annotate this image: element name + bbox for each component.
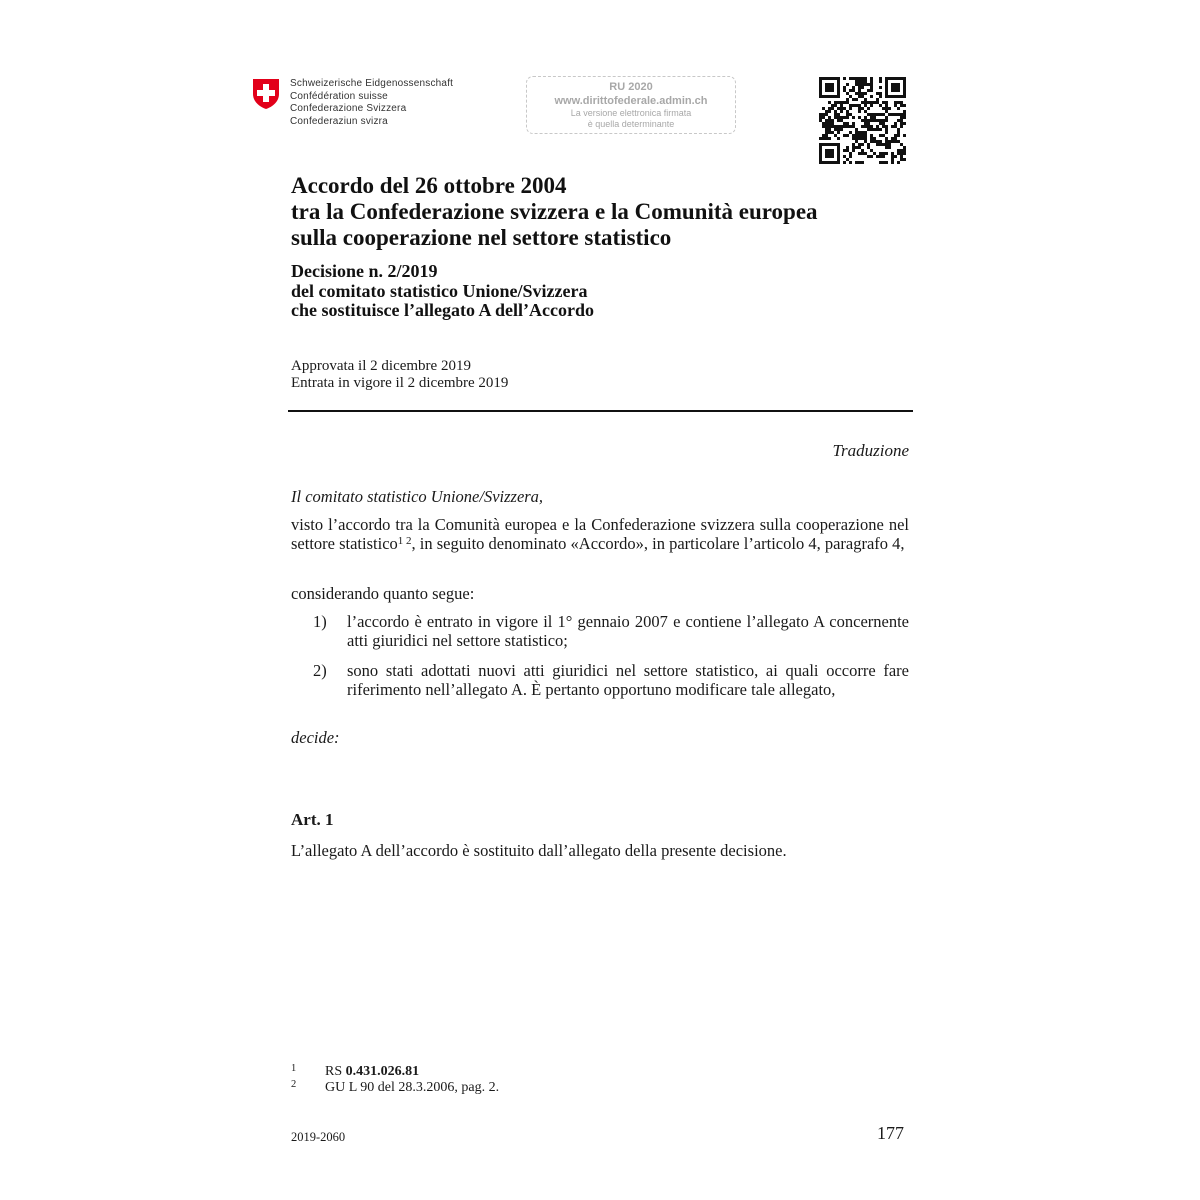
article-text: L’allegato A dell’accordo è sostituito dall’allegato della presente decisione. [291,841,787,860]
confederation-line: Confédération suisse [290,90,388,102]
footnote-number: 1 [291,1063,297,1074]
title-line: Accordo del 26 ottobre 2004 [291,173,567,198]
footnote-number: 2 [291,1079,297,1090]
page-number: 177 [877,1123,904,1143]
approval-date: Approvata il 2 dicembre 2019 [291,358,471,374]
qr-code-icon [819,77,909,165]
title-line: sulla cooperazione nel settore statistico [291,225,672,250]
list-item-number: 1) [313,612,327,631]
list-item-text: sono stati adottati nuovi atti giuridici nel settore statistico, ai quali occorre fare riferimento nell’allegato A. È pertanto opportuno modificare tale allegato, [347,661,909,699]
decision-subtitle [291,262,594,321]
stamp-note-line1: La versione elettronica firmata [570,108,692,118]
title-line: tra la Confederazione svizzera e la Comunità europea [291,199,818,224]
document-reference: 2019-2060 [291,1130,346,1144]
confederation-line: Confederazione Svizzera [290,103,407,114]
stamp-url: www.dirittofederale.admin.ch [554,95,708,107]
confederation-name-block [290,78,453,128]
footnote-text [325,1064,419,1079]
stamp-note-line2: è quella determinante [587,119,675,129]
recital-paragraph [291,515,909,553]
horizontal-rule [288,410,913,412]
considering-line: considerando quanto segue: [291,584,475,603]
recital-text-start: visto l’accordo tra la Comunità europea e la Confederazione svizzera sulla cooperazione nel settore statistico [291,515,909,553]
subtitle-line: che sostituisce l’allegato A dell’Accordo [291,300,594,320]
publication-stamp [526,76,736,134]
subtitle-line: del comitato statistico Unione/Svizzera [291,280,588,301]
translation-label: Traduzione [832,441,909,460]
decides-line: decide: [291,728,340,747]
stamp-collection: RU 2020 [609,81,653,93]
list-item-text: l’accordo è entrato in vigore il 1° gennaio 2007 e contiene l’allegato A concernente atti giuridici nel settore statistico; [347,612,909,650]
subtitle-line: Decisione n. 2/2019 [291,261,438,281]
confederation-line: Schweizerische Eidgenossenschaft [290,78,454,89]
footnote-reference-link[interactable]: 0.431.026.81 [345,1064,420,1079]
article-title: Art. 1 [291,810,334,829]
document-title [291,173,818,251]
dates-block [291,358,508,391]
committee-intro: Il comitato statistico Unione/Svizzera, [291,487,544,506]
entry-into-force-date: Entrata in vigore il 2 dicembre 2019 [291,374,509,391]
confederation-line: Confederaziun svizra [290,115,388,127]
list-item-number: 2) [313,661,327,680]
footnote-references[interactable]: 1 2 [397,535,412,547]
footnote-prefix: RS [325,1064,346,1079]
recital-text-end: , in seguito denominato «Accordo», in particolare l’articolo 4, paragrafo 4, [411,534,905,553]
footnote-text: GU L 90 del 28.3.2006, pag. 2. [325,1080,500,1095]
swiss-crest-icon [252,78,280,110]
